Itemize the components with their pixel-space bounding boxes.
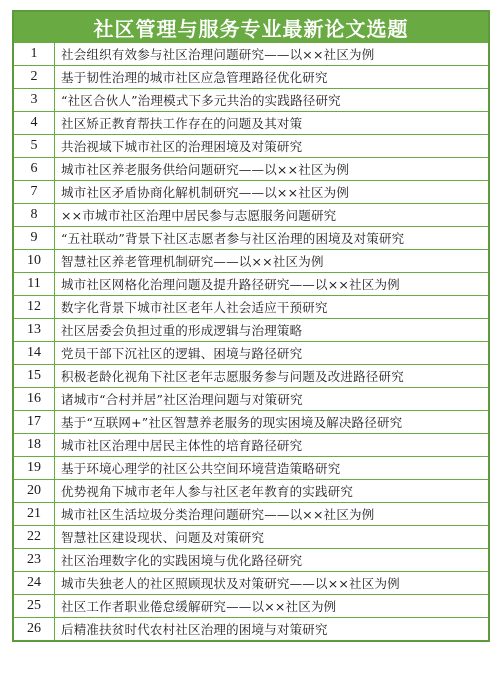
table-row — [14, 480, 488, 503]
row-topic: “社区合伙人”治理模式下多元共治的实践路径研究 — [55, 89, 489, 112]
row-number: 25 — [14, 595, 55, 618]
row-number: 12 — [14, 296, 55, 319]
row-number: 4 — [14, 112, 55, 135]
row-number: 21 — [14, 503, 55, 526]
row-number: 1 — [14, 43, 55, 66]
table-row — [14, 388, 488, 411]
table-row — [14, 227, 488, 250]
row-topic: 数字化背景下城市社区老年人社会适应干预研究 — [55, 296, 489, 319]
row-topic: 优势视角下城市老年人参与社区老年教育的实践研究 — [55, 480, 489, 503]
row-topic: 城市社区治理中居民主体性的培育路径研究 — [55, 434, 489, 457]
table-row — [14, 319, 488, 342]
row-number: 13 — [14, 319, 55, 342]
table-row — [14, 66, 488, 89]
row-number: 26 — [14, 618, 55, 641]
row-topic: 后精准扶贫时代农村社区治理的困境与对策研究 — [55, 618, 489, 641]
row-number: 7 — [14, 181, 55, 204]
row-number: 17 — [14, 411, 55, 434]
row-number: 23 — [14, 549, 55, 572]
table-row — [14, 618, 488, 641]
topic-table-container — [12, 10, 490, 642]
row-number: 8 — [14, 204, 55, 227]
row-topic: 诸城市“合村并居”社区治理问题与对策研究 — [55, 388, 489, 411]
row-number: 22 — [14, 526, 55, 549]
row-topic: 社会组织有效参与社区治理问题研究——以××社区为例 — [55, 43, 489, 66]
row-number: 24 — [14, 572, 55, 595]
table-row — [14, 434, 488, 457]
row-number: 15 — [14, 365, 55, 388]
row-topic: 社区居委会负担过重的形成逻辑与治理策略 — [55, 319, 489, 342]
table-row — [14, 595, 488, 618]
row-topic: 城市社区矛盾协商化解机制研究——以××社区为例 — [55, 181, 489, 204]
row-number: 19 — [14, 457, 55, 480]
row-topic: 基于“互联网+”社区智慧养老服务的现实困境及解决路径研究 — [55, 411, 489, 434]
table-row — [14, 158, 488, 181]
table-row — [14, 250, 488, 273]
table-row — [14, 526, 488, 549]
row-number: 10 — [14, 250, 55, 273]
row-number: 11 — [14, 273, 55, 296]
row-number: 6 — [14, 158, 55, 181]
row-number: 9 — [14, 227, 55, 250]
table-row — [14, 135, 488, 158]
table-row — [14, 112, 488, 135]
row-topic: 智慧社区建设现状、问题及对策研究 — [55, 526, 489, 549]
row-number: 3 — [14, 89, 55, 112]
table-row — [14, 457, 488, 480]
page-title: 社区管理与服务专业最新论文选题 — [14, 10, 488, 42]
row-number: 20 — [14, 480, 55, 503]
row-topic: 党员干部下沉社区的逻辑、困境与路径研究 — [55, 342, 489, 365]
row-topic: 城市社区养老服务供给问题研究——以××社区为例 — [55, 158, 489, 181]
row-topic: 城市社区网格化治理问题及提升路径研究——以××社区为例 — [55, 273, 489, 296]
table-row — [14, 411, 488, 434]
table-row — [14, 365, 488, 388]
table-row — [14, 204, 488, 227]
table-row — [14, 89, 488, 112]
table-row — [14, 549, 488, 572]
row-topic: “五社联动”背景下社区志愿者参与社区治理的困境及对策研究 — [55, 227, 489, 250]
table-row — [14, 181, 488, 204]
row-number: 14 — [14, 342, 55, 365]
row-topic: 城市失独老人的社区照顾现状及对策研究——以××社区为例 — [55, 572, 489, 595]
topic-table-body — [14, 43, 488, 641]
row-topic: 城市社区生活垃圾分类治理问题研究——以××社区为例 — [55, 503, 489, 526]
topic-table — [14, 42, 488, 640]
row-number: 5 — [14, 135, 55, 158]
table-row — [14, 342, 488, 365]
row-number: 16 — [14, 388, 55, 411]
row-number: 18 — [14, 434, 55, 457]
table-row — [14, 273, 488, 296]
row-topic: 共治视域下城市社区的治理困境及对策研究 — [55, 135, 489, 158]
row-topic: 积极老龄化视角下社区老年志愿服务参与问题及改进路径研究 — [55, 365, 489, 388]
row-number: 2 — [14, 66, 55, 89]
row-topic: 社区工作者职业倦怠缓解研究——以××社区为例 — [55, 595, 489, 618]
row-topic: 基于韧性治理的城市社区应急管理路径优化研究 — [55, 66, 489, 89]
table-row — [14, 572, 488, 595]
table-row — [14, 296, 488, 319]
table-row — [14, 43, 488, 66]
row-topic: 基于环境心理学的社区公共空间环境营造策略研究 — [55, 457, 489, 480]
row-topic: ××市城市社区治理中居民参与志愿服务问题研究 — [55, 204, 489, 227]
row-topic: 社区治理数字化的实践困境与优化路径研究 — [55, 549, 489, 572]
row-topic: 社区矫正教育帮扶工作存在的问题及其对策 — [55, 112, 489, 135]
table-row — [14, 503, 488, 526]
row-topic: 智慧社区养老管理机制研究——以××社区为例 — [55, 250, 489, 273]
